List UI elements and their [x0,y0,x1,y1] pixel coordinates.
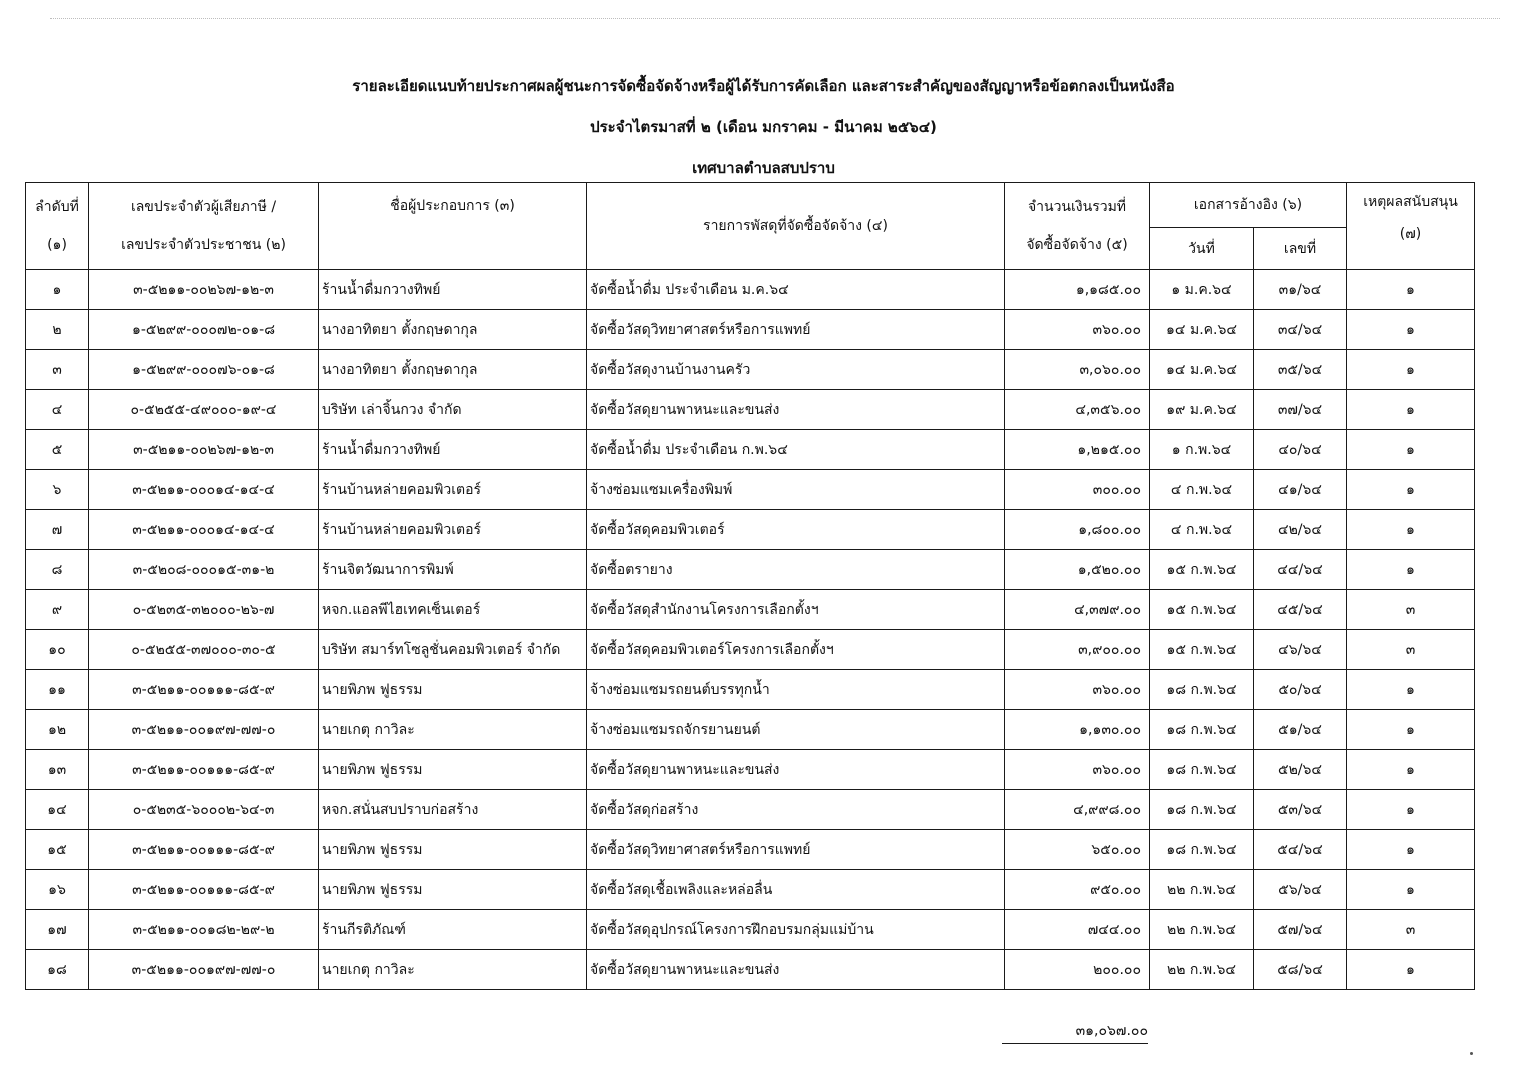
cell-seq: ๑๘ [26,950,89,990]
cell-vendor: นางอาทิตยา ตั้งกฤษดากุล [319,310,587,350]
cell-amount: ๖๕๐.๐๐ [1005,830,1150,870]
cell-amount: ๑,๒๑๕.๐๐ [1005,430,1150,470]
cell-item: จัดซื้อวัสดุอุปกรณ์โครงการฝึกอบรมกลุ่มแม่บ้าน [587,910,1005,950]
cell-ref-no: ๕๐/๖๔ [1254,670,1347,710]
cell-taxid: ๐-๕๒๕๕-๔๙๐๐๐-๑๙-๔ [89,390,319,430]
cell-amount: ๑,๑๘๕.๐๐ [1005,270,1150,310]
cell-ref-no: ๕๘/๖๔ [1254,950,1347,990]
cell-ref-no: ๕๑/๖๔ [1254,710,1347,750]
table-body [26,270,1475,990]
cell-taxid: ๐-๕๒๓๕-๓๒๐๐๐-๒๖-๗ [89,590,319,630]
cell-ref-date: ๒๒ ก.พ.๖๔ [1150,910,1254,950]
cell-ref-date: ๑ ม.ค.๖๔ [1150,270,1254,310]
table-row [26,470,1475,510]
cell-seq: ๑๖ [26,870,89,910]
cell-ref-no: ๕๗/๖๔ [1254,910,1347,950]
cell-reason: ๑ [1347,350,1475,390]
cell-taxid: ๐-๕๒๓๕-๖๐๐๐๒-๖๔-๓ [89,790,319,830]
cell-vendor: ร้านจิตวัฒนาการพิมพ์ [319,550,587,590]
cell-vendor: ร้านน้ำดื่มกวางทิพย์ [319,430,587,470]
cell-reason: ๑ [1347,430,1475,470]
cell-reason: ๓ [1347,590,1475,630]
cell-ref-no: ๕๒/๖๔ [1254,750,1347,790]
cell-amount: ๙๕๐.๐๐ [1005,870,1150,910]
total-underline [1002,1043,1148,1044]
cell-ref-no: ๔๕/๖๔ [1254,590,1347,630]
cell-reason: ๑ [1347,270,1475,310]
table-row [26,870,1475,910]
cell-amount: ๗๔๔.๐๐ [1005,910,1150,950]
cell-taxid: ๑-๕๒๙๙-๐๐๐๗๒-๐๑-๘ [89,310,319,350]
cell-seq: ๑๕ [26,830,89,870]
cell-ref-no: ๓๑/๖๔ [1254,270,1347,310]
cell-vendor: ร้านบ้านหล่ายคอมพิวเตอร์ [319,510,587,550]
cell-item: จ้างซ่อมแซมรถยนต์บรรทุกน้ำ [587,670,1005,710]
cell-seq: ๒ [26,310,89,350]
cell-seq: ๔ [26,390,89,430]
table-row [26,950,1475,990]
cell-taxid: ๓-๕๒๑๑-๐๐๑๘๒-๒๙-๒ [89,910,319,950]
cell-amount: ๔,๙๙๘.๐๐ [1005,790,1150,830]
cell-reason: ๑ [1347,710,1475,750]
cell-ref-no: ๔๖/๖๔ [1254,630,1347,670]
cell-seq: ๑๐ [26,630,89,670]
grand-total: ๓๑,๐๖๗.๐๐ [1075,1023,1148,1039]
cell-taxid: ๓-๕๒๑๑-๐๐๑๑๑-๘๕-๙ [89,830,319,870]
cell-ref-no: ๔๑/๖๔ [1254,470,1347,510]
cell-vendor: ร้านน้ำดื่มกวางทิพย์ [319,270,587,310]
header-amount: จำนวนเงินรวมที่ จัดซื้อจัดจ้าง (๕) [1005,183,1150,270]
cell-reason: ๑ [1347,310,1475,350]
cell-ref-date: ๒๒ ก.พ.๖๔ [1150,870,1254,910]
cell-ref-date: ๑๘ ก.พ.๖๔ [1150,830,1254,870]
cell-reason: ๓ [1347,630,1475,670]
cell-seq: ๓ [26,350,89,390]
table-row [26,430,1475,470]
cell-item: จัดซื้อวัสดุงานบ้านงานครัว [587,350,1005,390]
cell-seq: ๑๗ [26,910,89,950]
cell-reason: ๑ [1347,950,1475,990]
scan-speck [1470,1052,1473,1055]
cell-vendor: หจก.แอลพีไฮเทคเซ็นเตอร์ [319,590,587,630]
cell-vendor: นายเกตุ กาวิละ [319,950,587,990]
cell-amount: ๑,๑๓๐.๐๐ [1005,710,1150,750]
cell-taxid: ๓-๕๒๑๑-๐๐๑๙๗-๗๗-๐ [89,950,319,990]
cell-reason: ๑ [1347,870,1475,910]
cell-item: จัดซื้อน้ำดื่ม ประจำเดือน ม.ค.๖๔ [587,270,1005,310]
cell-amount: ๑,๕๒๐.๐๐ [1005,550,1150,590]
cell-ref-date: ๑๔ ม.ค.๖๔ [1150,310,1254,350]
table-row [26,910,1475,950]
cell-amount: ๓๖๐.๐๐ [1005,310,1150,350]
header-vendor: ชื่อผู้ประกอบการ (๓) [319,183,587,270]
cell-amount: ๓,๐๖๐.๐๐ [1005,350,1150,390]
header-taxid: เลขประจำตัวผู้เสียภาษี / เลขประจำตัวประชาชน (๒) [89,183,319,270]
scan-artifact-line [50,18,1500,20]
cell-amount: ๓๖๐.๐๐ [1005,750,1150,790]
cell-seq: ๑๓ [26,750,89,790]
header-seq: ลำดับที่ (๑) [26,183,89,270]
cell-ref-date: ๑๘ ก.พ.๖๔ [1150,790,1254,830]
cell-amount: ๔,๓๕๖.๐๐ [1005,390,1150,430]
cell-taxid: ๓-๕๒๑๑-๐๐๒๖๗-๑๒-๓ [89,270,319,310]
cell-seq: ๕ [26,430,89,470]
cell-reason: ๑ [1347,670,1475,710]
document-title: รายละเอียดแนบท้ายประกาศผลผู้ชนะการจัดซื้อจัดจ้างหรือผู้ได้รับการคัดเลือก และสาระสำคัญของสัญญาหรือข้อตกลงเป็นหนังสือ [352,77,1175,95]
cell-seq: ๑๔ [26,790,89,830]
cell-taxid: ๓-๕๒๐๘-๐๐๐๑๕-๓๑-๒ [89,550,319,590]
cell-taxid: ๓-๕๒๑๑-๐๐๑๑๑-๘๕-๙ [89,750,319,790]
cell-seq: ๘ [26,550,89,590]
table-row [26,550,1475,590]
cell-item: จัดซื้อวัสดุยานพาหนะและขนส่ง [587,750,1005,790]
cell-amount: ๓๐๐.๐๐ [1005,470,1150,510]
cell-ref-no: ๕๖/๖๔ [1254,870,1347,910]
cell-ref-no: ๕๓/๖๔ [1254,790,1347,830]
table-row [26,630,1475,670]
cell-item: จัดซื้อวัสดุยานพาหนะและขนส่ง [587,950,1005,990]
header-item: รายการพัสดุที่จัดซื้อจัดจ้าง (๔) [587,183,1005,270]
cell-item: จ้างซ่อมแซมรถจักรยานยนต์ [587,710,1005,750]
table-row [26,310,1475,350]
cell-reason: ๑ [1347,830,1475,870]
cell-seq: ๑๒ [26,710,89,750]
table-row [26,350,1475,390]
cell-taxid: ๓-๕๒๑๑-๐๐๑๙๗-๗๗-๐ [89,710,319,750]
cell-ref-date: ๔ ก.พ.๖๔ [1150,470,1254,510]
cell-vendor: นายพิภพ ฟูธรรม [319,750,587,790]
cell-seq: ๖ [26,470,89,510]
table-row [26,390,1475,430]
cell-taxid: ๓-๕๒๑๑-๐๐๒๖๗-๑๒-๓ [89,430,319,470]
cell-ref-date: ๒๒ ก.พ.๖๔ [1150,950,1254,990]
cell-seq: ๙ [26,590,89,630]
cell-reason: ๑ [1347,510,1475,550]
cell-vendor: นายเกตุ กาวิละ [319,710,587,750]
document-period: ประจำไตรมาสที่ ๒ (เดือน มกราคม - มีนาคม ๒๕๖๔) [590,118,937,136]
cell-reason: ๑ [1347,390,1475,430]
table-row [26,590,1475,630]
cell-ref-date: ๑๕ ก.พ.๖๔ [1150,590,1254,630]
cell-ref-no: ๔๔/๖๔ [1254,550,1347,590]
cell-taxid: ๓-๕๒๑๑-๐๐๐๑๔-๑๔-๔ [89,510,319,550]
cell-amount: ๓,๙๐๐.๐๐ [1005,630,1150,670]
header-ref-date: วันที่ [1150,228,1254,270]
cell-vendor: หจก.สนั่นสบปราบก่อสร้าง [319,790,587,830]
table-row [26,750,1475,790]
cell-vendor: นางอาทิตยา ตั้งกฤษดากุล [319,350,587,390]
cell-amount: ๒๐๐.๐๐ [1005,950,1150,990]
header-reference: เอกสารอ้างอิง (๖) [1150,183,1347,228]
cell-seq: ๑๑ [26,670,89,710]
cell-reason: ๑ [1347,750,1475,790]
cell-taxid: ๓-๕๒๑๑-๐๐๑๑๑-๘๕-๙ [89,670,319,710]
cell-ref-date: ๑๘ ก.พ.๖๔ [1150,670,1254,710]
table-row [26,670,1475,710]
cell-taxid: ๐-๕๒๕๕-๓๗๐๐๐-๓๐-๕ [89,630,319,670]
cell-vendor: นายพิภพ ฟูธรรม [319,830,587,870]
table-row [26,790,1475,830]
cell-taxid: ๓-๕๒๑๑-๐๐๐๑๔-๑๔-๔ [89,470,319,510]
cell-vendor: ร้านบ้านหล่ายคอมพิวเตอร์ [319,470,587,510]
cell-ref-no: ๔๒/๖๔ [1254,510,1347,550]
cell-item: จัดซื้อวัสดุคอมพิวเตอร์โครงการเลือกตั้งฯ [587,630,1005,670]
cell-item: จัดซื้อน้ำดื่ม ประจำเดือน ก.พ.๖๔ [587,430,1005,470]
table-header [26,183,1475,270]
cell-reason: ๑ [1347,550,1475,590]
cell-ref-date: ๑๘ ก.พ.๖๔ [1150,750,1254,790]
cell-ref-no: ๓๗/๖๔ [1254,390,1347,430]
cell-item: จ้างซ่อมแซมเครื่องพิมพ์ [587,470,1005,510]
cell-ref-no: ๕๔/๖๔ [1254,830,1347,870]
table-row [26,710,1475,750]
cell-taxid: ๓-๕๒๑๑-๐๐๑๑๑-๘๕-๙ [89,870,319,910]
document-organization: เทศบาลตำบลสบปราบ [692,159,835,177]
cell-item: จัดซื้อวัสดุวิทยาศาสตร์หรือการแพทย์ [587,310,1005,350]
cell-vendor: นายพิภพ ฟูธรรม [319,670,587,710]
cell-ref-date: ๔ ก.พ.๖๔ [1150,510,1254,550]
cell-ref-no: ๔๐/๖๔ [1254,430,1347,470]
cell-amount: ๔,๓๗๙.๐๐ [1005,590,1150,630]
cell-vendor: บริษัท สมาร์ทโซลูชั่นคอมพิวเตอร์ จำกัด [319,630,587,670]
cell-item: จัดซื้อวัสดุวิทยาศาสตร์หรือการแพทย์ [587,830,1005,870]
cell-seq: ๑ [26,270,89,310]
cell-ref-date: ๑ ก.พ.๖๔ [1150,430,1254,470]
cell-amount: ๑,๘๐๐.๐๐ [1005,510,1150,550]
cell-reason: ๑ [1347,790,1475,830]
cell-vendor: บริษัท เล่าจิ้นกวง จำกัด [319,390,587,430]
cell-item: จัดซื้อวัสดุคอมพิวเตอร์ [587,510,1005,550]
cell-amount: ๓๖๐.๐๐ [1005,670,1150,710]
cell-vendor: นายพิภพ ฟูธรรม [319,870,587,910]
table-row [26,510,1475,550]
cell-item: จัดซื้อวัสดุเชื้อเพลิงและหล่อลื่น [587,870,1005,910]
procurement-table [25,182,1475,990]
cell-ref-no: ๓๔/๖๔ [1254,310,1347,350]
cell-ref-date: ๑๕ ก.พ.๖๔ [1150,630,1254,670]
cell-vendor: ร้านกีรติภัณฑ์ [319,910,587,950]
cell-taxid: ๑-๕๒๙๙-๐๐๐๗๖-๐๑-๘ [89,350,319,390]
cell-ref-date: ๑๕ ก.พ.๖๔ [1150,550,1254,590]
table-row [26,270,1475,310]
cell-ref-date: ๑๔ ม.ค.๖๔ [1150,350,1254,390]
cell-item: จัดซื้อวัสดุก่อสร้าง [587,790,1005,830]
header-reason: เหตุผลสนับสนุน (๗) [1347,183,1475,270]
cell-item: จัดซื้อวัสดุสำนักงานโครงการเลือกตั้งฯ [587,590,1005,630]
cell-reason: ๑ [1347,470,1475,510]
cell-reason: ๓ [1347,910,1475,950]
cell-ref-date: ๑๘ ก.พ.๖๔ [1150,710,1254,750]
cell-item: จัดซื้อตรายาง [587,550,1005,590]
cell-ref-date: ๑๙ ม.ค.๖๔ [1150,390,1254,430]
table-row [26,830,1475,870]
cell-item: จัดซื้อวัสดุยานพาหนะและขนส่ง [587,390,1005,430]
cell-ref-no: ๓๕/๖๔ [1254,350,1347,390]
header-ref-no: เลขที่ [1254,228,1347,270]
cell-seq: ๗ [26,510,89,550]
